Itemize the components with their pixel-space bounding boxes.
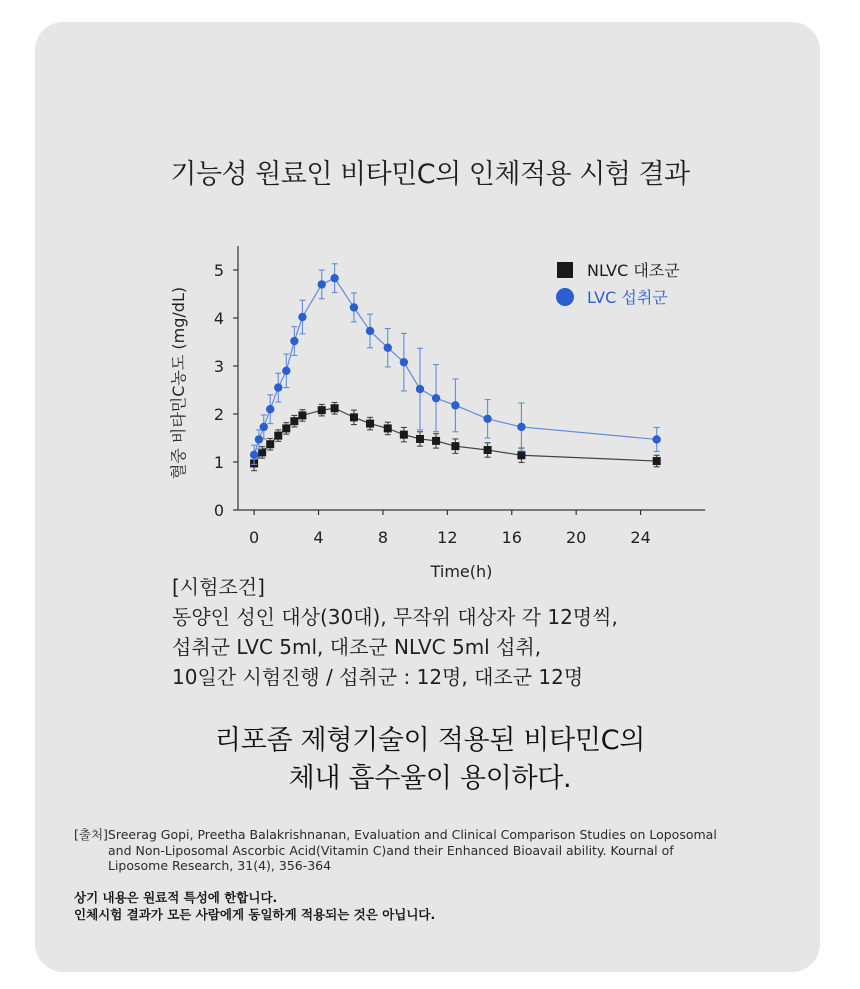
y-tick-label: 2: [213, 405, 224, 424]
data-point: [318, 406, 326, 414]
data-point: [432, 437, 440, 445]
data-point: [260, 423, 268, 431]
data-point: [416, 435, 424, 443]
conditions-line-1: 동양인 성인 대상(30대), 무작위 대상자 각 12명씩,: [172, 605, 618, 629]
data-point: [384, 424, 392, 432]
data-point: [366, 327, 374, 335]
y-tick-label: 1: [213, 453, 224, 472]
data-point: [330, 274, 338, 282]
data-point: [451, 442, 459, 450]
x-tick-label: 4: [313, 528, 324, 547]
data-point: [483, 415, 491, 423]
data-point: [290, 417, 298, 425]
data-point: [653, 457, 661, 465]
pharmacokinetic-chart: [160, 240, 720, 580]
legend-marker: [556, 288, 574, 306]
data-point: [400, 358, 408, 366]
headline: [0, 722, 860, 798]
y-tick-label: 5: [213, 261, 224, 280]
source-line-1: [출처]Sreerag Gopi, Preetha Balakrishnanan, Evaluation and Clinical Comparison Studies on Loposomal: [74, 827, 717, 842]
headline-line-2: 체내 흡수율이 용이하다.: [288, 763, 572, 794]
conditions-line-2: 섭취군 LVC 5ml, 대조군 NLVC 5ml 섭취,: [172, 635, 542, 659]
source-citation: [74, 827, 814, 874]
data-point: [290, 337, 298, 345]
notice-line-1: 상기 내용은 원료적 특성에 한합니다.: [74, 890, 278, 905]
x-axis-label: Time(h): [430, 562, 493, 580]
data-point: [384, 344, 392, 352]
y-tick-label: 0: [213, 501, 224, 520]
source-line-2: and Non-Liposomal Ascorbic Acid(Vitamin C)and their Enhanced Bioavail ability. Kournal of: [108, 842, 674, 858]
data-point: [331, 404, 339, 412]
x-tick-label: 8: [377, 528, 389, 547]
notice-line-2: 인체시험 결과가 모든 사람에게 동일하게 적용되는 것은 아닙니다.: [74, 907, 436, 922]
y-tick-label: 4: [213, 309, 224, 328]
data-point: [350, 413, 358, 421]
test-conditions: [172, 572, 618, 692]
legend-marker: [557, 262, 573, 278]
data-point: [484, 446, 492, 454]
data-point: [366, 420, 374, 428]
data-point: [274, 432, 282, 440]
page-title: 기능성 원료인 비타민C의 인체적용 시험 결과: [170, 159, 690, 190]
data-point: [282, 367, 290, 375]
data-point: [416, 385, 424, 393]
x-tick-label: 0: [249, 528, 260, 547]
x-tick-label: 20: [565, 528, 587, 547]
data-point: [400, 431, 408, 439]
data-point: [517, 423, 525, 431]
data-point: [350, 303, 358, 311]
data-point: [250, 451, 258, 459]
data-point: [255, 435, 263, 443]
y-tick-label: 3: [213, 357, 224, 376]
conditions-line-3: 10일간 시험진행 / 섭취군 : 12명, 대조군 12명: [172, 665, 584, 689]
y-axis-label: 혈중 비타민C농도 (mg/dL): [169, 286, 188, 480]
conditions-heading: [시험조건]: [172, 575, 265, 599]
x-tick-label: 16: [501, 528, 522, 547]
data-point: [274, 383, 282, 391]
data-point: [652, 435, 660, 443]
legend-label: NLVC 대조군: [587, 261, 680, 280]
headline-line-1: 리포좀 제형기술이 적용된 비타민C의: [214, 725, 646, 756]
data-point: [432, 394, 440, 402]
data-point: [298, 313, 306, 321]
source-line-3: Liposome Research, 31(4), 356-364: [108, 858, 332, 873]
disclaimer-notice: [74, 889, 435, 923]
x-tick-label: 12: [437, 528, 458, 547]
legend-label: LVC 섭취군: [587, 288, 668, 307]
data-point: [266, 440, 274, 448]
data-point: [298, 411, 306, 419]
data-point: [282, 424, 290, 432]
data-point: [451, 401, 459, 409]
data-point: [266, 405, 274, 413]
x-tick-label: 24: [630, 528, 651, 547]
data-point: [517, 451, 525, 459]
data-point: [318, 280, 326, 288]
data-point: [258, 448, 266, 456]
